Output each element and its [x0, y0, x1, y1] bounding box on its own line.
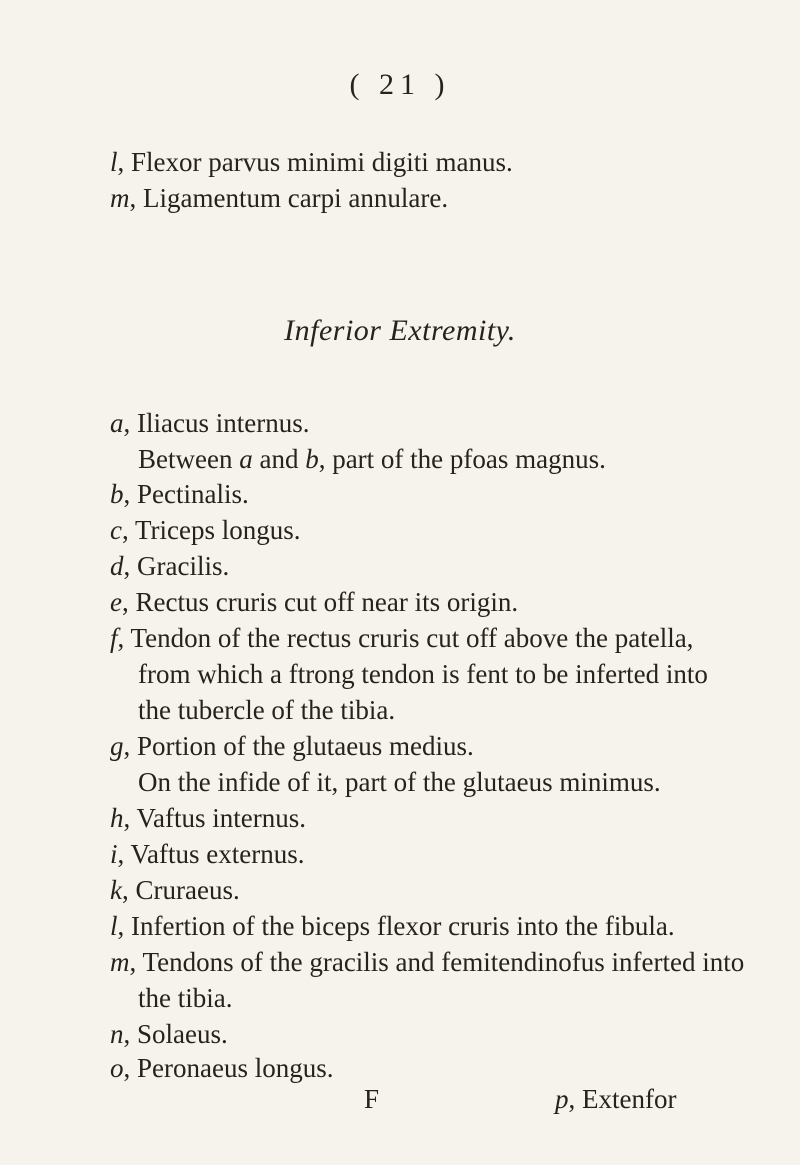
entry-text: , Peronaeus longus.: [123, 1053, 334, 1083]
signature-mark: F: [364, 1084, 380, 1114]
entry-text: , Infertion of the biceps flexor cruris into the fibula.: [117, 911, 675, 941]
entry-a: [110, 405, 309, 441]
entry-text: the tubercle of the tibia.: [138, 695, 396, 725]
entry-text: , Pectinalis.: [123, 479, 249, 509]
entry-letter: m: [110, 947, 130, 977]
entry-l: [110, 908, 675, 944]
entry-text: , part of the pfoas magnus.: [318, 444, 606, 474]
entry-upper-m: [110, 180, 448, 216]
entry-letter: e: [110, 587, 122, 617]
entry-d: [110, 548, 229, 584]
entry-text-pre: Between: [138, 444, 240, 474]
entry-f-cont-1: [138, 656, 708, 692]
entry-text: , Vaftus externus.: [117, 839, 305, 869]
entry-g: [110, 728, 474, 764]
entry-text: the tibia.: [138, 983, 233, 1013]
entry-letter: g: [110, 731, 124, 761]
catchword-text: , Extenfor: [568, 1084, 677, 1114]
entry-text: , Vaftus internus.: [123, 803, 306, 833]
entry-text: , Tendon of the rectus cruris cut off above the patella,: [117, 623, 694, 653]
entry-text: , Iliacus internus.: [123, 408, 310, 438]
entry-c: [110, 512, 301, 548]
entry-h: [110, 800, 306, 836]
entry-o: [110, 1050, 333, 1086]
entry-e: [110, 584, 518, 620]
entry-text: , Cruraeus.: [121, 875, 240, 905]
entry-letter: c: [110, 515, 122, 545]
entry-text: , Solaeus.: [123, 1019, 228, 1049]
entry-text: On the infide of it, part of the glutaeus minimus.: [138, 767, 661, 797]
entry-letter: b: [110, 479, 124, 509]
entry-text: , Triceps longus.: [121, 515, 301, 545]
entry-letter: m: [110, 183, 130, 213]
entry-letter-a: a: [239, 444, 253, 474]
entry-letter: l: [110, 147, 118, 177]
entry-text: from which a ftrong tendon is fent to be inferted into: [138, 659, 708, 689]
catchword: [555, 1084, 676, 1115]
entry-letter: i: [110, 839, 118, 869]
entry-k: [110, 872, 240, 908]
entry-letter: n: [110, 1019, 124, 1049]
entry-text: , Portion of the glutaeus medius.: [123, 731, 474, 761]
entry-letter: h: [110, 803, 124, 833]
entry-letter: f: [110, 623, 118, 653]
entry-text: , Gracilis.: [123, 551, 230, 581]
entry-letter: l: [110, 911, 118, 941]
entry-text-mid: and: [252, 444, 306, 474]
entry-m-cont: [138, 980, 232, 1016]
page-number: ( 21 ): [349, 68, 451, 101]
entry-text: , Ligamentum carpi annulare.: [129, 183, 449, 213]
entry-text: , Rectus cruris cut off near its origin.: [121, 587, 519, 617]
entry-letter: o: [110, 1053, 124, 1083]
entry-letter: a: [110, 408, 124, 438]
entry-letter: k: [110, 875, 122, 905]
entry-between-a-b: [138, 441, 606, 477]
catchword-letter: p: [555, 1084, 569, 1114]
entry-upper-l: [110, 144, 513, 180]
entry-f: [110, 620, 693, 656]
entry-g-cont: [138, 764, 661, 800]
entry-n: [110, 1016, 228, 1052]
section-title: Inferior Extremity.: [284, 314, 516, 347]
entry-f-cont-2: [138, 692, 395, 728]
entry-m: [110, 944, 744, 980]
entry-b: [110, 476, 249, 512]
entry-letter-b: b: [305, 444, 319, 474]
entry-letter: d: [110, 551, 124, 581]
entry-i: [110, 836, 305, 872]
entry-text: , Flexor parvus minimi digiti manus.: [117, 147, 513, 177]
entry-text: , Tendons of the gracilis and femitendinofus inferted into: [129, 947, 745, 977]
